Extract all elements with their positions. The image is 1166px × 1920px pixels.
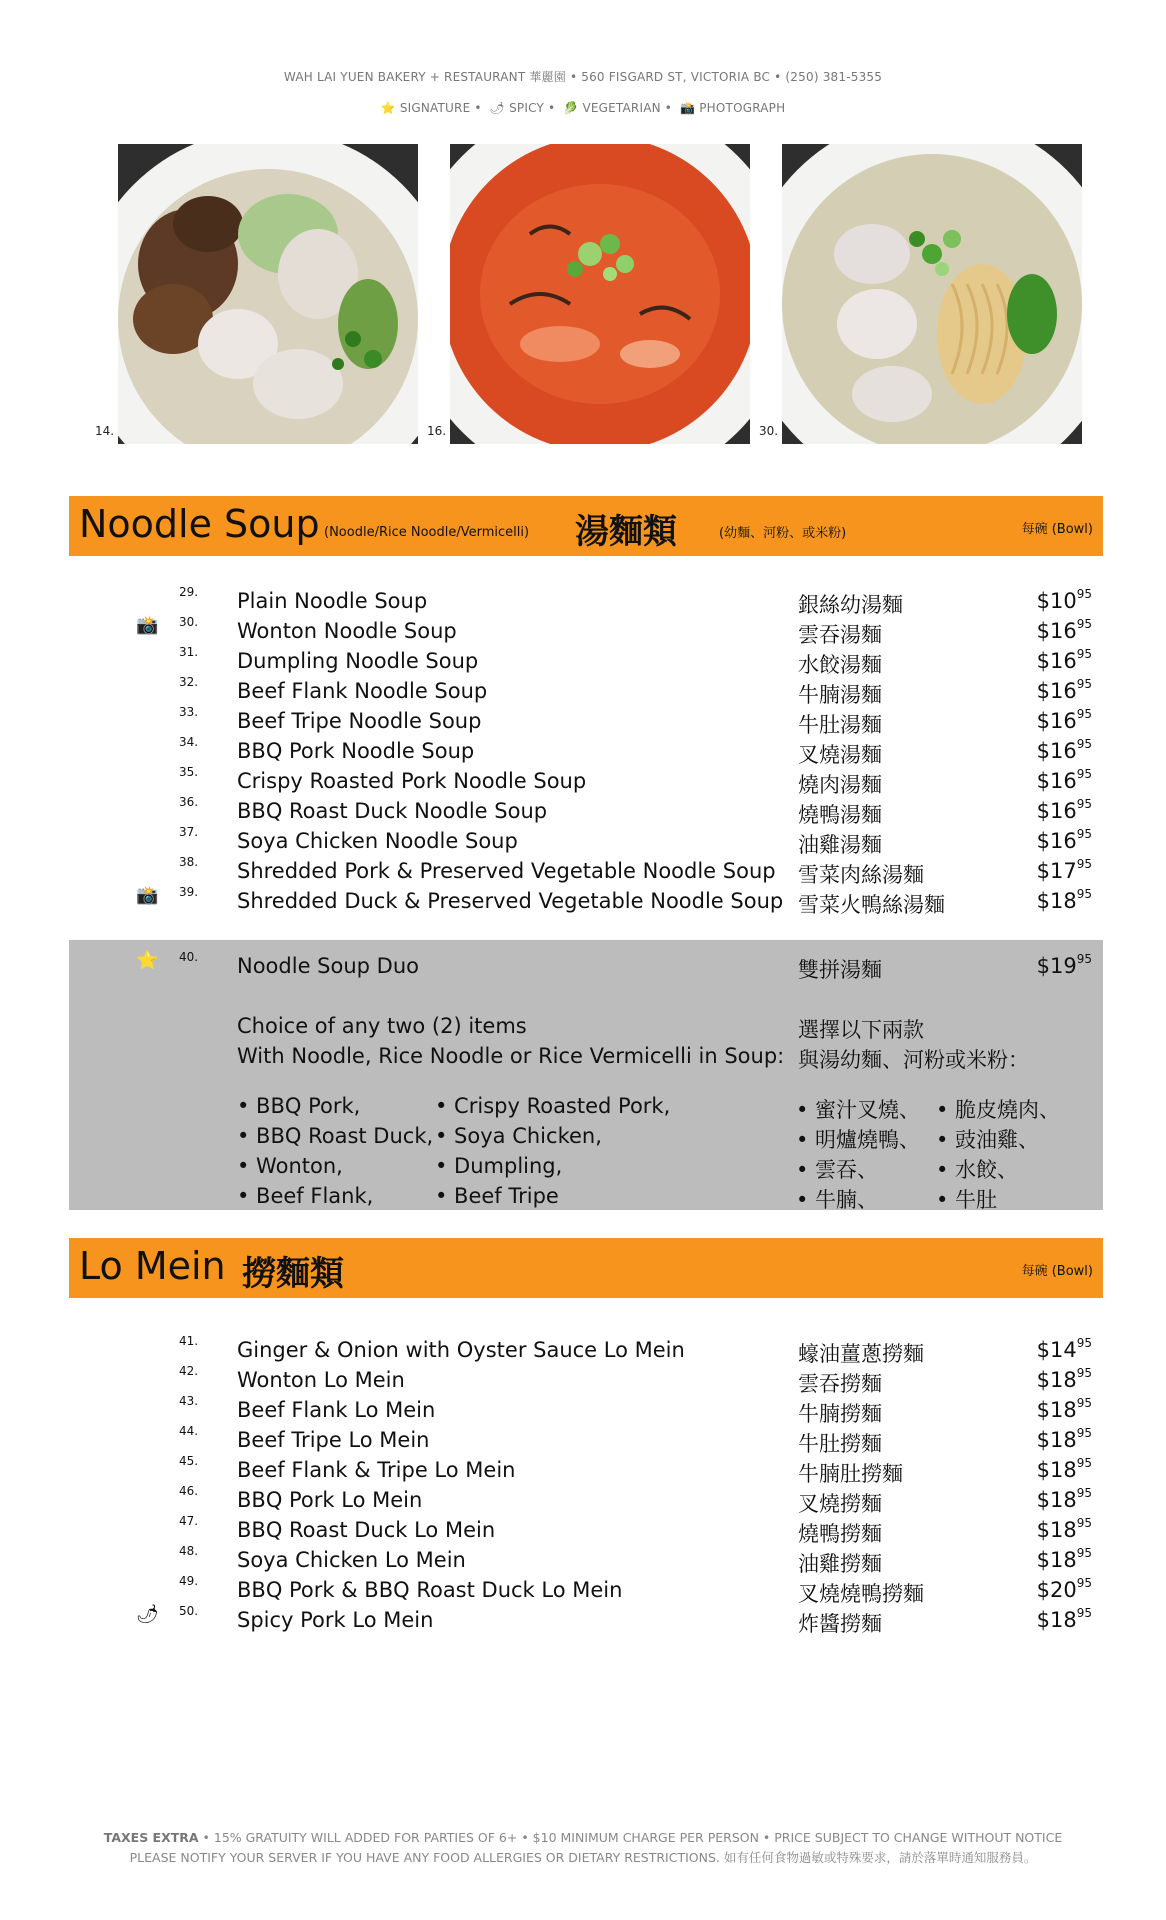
- duo-option: • 雲吞、: [796, 1158, 879, 1182]
- footer-line-1: [0, 1830, 1166, 1845]
- price-dollars: 14: [1049, 1338, 1077, 1362]
- item-name-zh: 雲吞撈麵: [798, 1372, 882, 1396]
- item-name-zh: 雙拼湯麵: [798, 958, 882, 982]
- item-price: $\$18^{95}$: [1036, 1366, 1092, 1392]
- item-name-en: Beef Flank & Tripe Lo Mein: [237, 1458, 516, 1482]
- item-price: $\$16^{95}$: [1036, 647, 1092, 673]
- price-cents: 95: [1076, 1456, 1092, 1470]
- price-cents: 95: [1076, 617, 1092, 631]
- item-price: $\$20^{95}$: [1036, 1576, 1092, 1602]
- photo-number: 16.: [427, 424, 447, 438]
- price-cents: 95: [1076, 887, 1092, 901]
- menu-item: [0, 615, 1166, 645]
- menu-item: [0, 675, 1166, 705]
- item-number: 41.: [179, 1334, 199, 1348]
- legend-label: SPICY: [509, 101, 544, 115]
- menu-item: [0, 1484, 1166, 1514]
- item-number: 31.: [179, 645, 199, 659]
- item-name-zh: 牛腩肚撈麵: [798, 1462, 903, 1486]
- item-name-en: BBQ Pork Lo Mein: [237, 1488, 423, 1512]
- duo-option: • 牛肚: [936, 1188, 998, 1212]
- item-name-zh: 牛腩撈麵: [798, 1402, 882, 1426]
- legend-spicy: [490, 101, 544, 115]
- star-icon: ⭐: [136, 950, 159, 971]
- item-price: $\$17^{95}$: [1036, 857, 1092, 883]
- menu-item: [0, 705, 1166, 735]
- section-header-lo-mein: [69, 1238, 1103, 1298]
- item-name-zh: 雪菜火鴨絲湯麵: [798, 893, 945, 917]
- duo-option: • 水餃、: [936, 1158, 1019, 1182]
- item-name-en: Soya Chicken Noodle Soup: [237, 829, 518, 853]
- footer-terms: • 15% GRATUITY WILL ADDED FOR PARTIES OF 6+ • $10 MINIMUM CHARGE PER PERSON • PRICE SUBJECT TO CHANGE WITHOUT NOTICE: [198, 1830, 1063, 1845]
- duo-choice-zh-1: 選擇以下兩款: [798, 1018, 924, 1042]
- item-price: $\$18^{95}$: [1036, 887, 1092, 913]
- item-name-zh: 牛腩湯麵: [798, 683, 882, 707]
- photo-strip: [0, 144, 1166, 446]
- price-cents: 95: [1076, 737, 1092, 751]
- duo-option: • BBQ Pork,: [237, 1094, 361, 1118]
- item-name-zh: 炸醬撈麵: [798, 1612, 882, 1636]
- price-dollars: 18: [1049, 1548, 1077, 1572]
- item-number: 37.: [179, 825, 199, 839]
- item-price: $\$16^{95}$: [1036, 737, 1092, 763]
- photo-number: 30.: [759, 424, 779, 438]
- item-price: $\$18^{95}$: [1036, 1606, 1092, 1632]
- menu-item: [0, 735, 1166, 765]
- item-price: $\$16^{95}$: [1036, 677, 1092, 703]
- duo-option: • Soya Chicken,: [435, 1124, 602, 1148]
- item-name-en: Plain Noodle Soup: [237, 589, 428, 613]
- price-dollars: 18: [1049, 1458, 1077, 1482]
- photo-hot-sour-soup: [450, 144, 750, 444]
- menu-item-duo: [0, 950, 1166, 980]
- item-name-zh: 燒鴨湯麵: [798, 803, 882, 827]
- item-price: $\$16^{95}$: [1036, 827, 1092, 853]
- item-price: $\$19^{95}$: [1036, 952, 1092, 978]
- section-title-zh: 撈麵類: [242, 1254, 344, 1294]
- item-price: $\$14^{95}$: [1036, 1336, 1092, 1362]
- section-subtitle-en: (Noodle/Rice Noodle/Vermicelli): [324, 525, 530, 540]
- item-name-en: Spicy Pork Lo Mein: [237, 1608, 434, 1632]
- item-number: 39.: [179, 885, 199, 899]
- legend-label: VEGETARIAN: [582, 101, 661, 115]
- price-cents: 95: [1076, 1486, 1092, 1500]
- price-dollars: 20: [1049, 1578, 1077, 1602]
- icon-legend: ⭐ SIGNATURE • 🌶 SPICY • 🥬 VEGETARIAN • 📸 PHOTOGRAPH: [380, 101, 786, 115]
- menu-item: [0, 1364, 1166, 1394]
- menu-item: [0, 1454, 1166, 1484]
- menu-item: [0, 1334, 1166, 1364]
- price-cents: 95: [1076, 707, 1092, 721]
- item-name-zh: 雪菜肉絲湯麵: [798, 863, 924, 887]
- price-dollars: 16: [1049, 769, 1077, 793]
- item-name-zh: 叉燒撈麵: [798, 1492, 882, 1516]
- item-number: 38.: [179, 855, 199, 869]
- item-name-en: Beef Tripe Noodle Soup: [237, 709, 482, 733]
- per-bowl-label: 每碗 (Bowl): [1021, 1264, 1093, 1279]
- item-number: 50.: [179, 1604, 199, 1618]
- star-icon: ⭐: [380, 101, 396, 115]
- item-name-zh: 雲吞湯麵: [798, 623, 882, 647]
- camera-icon: 📸: [136, 885, 159, 906]
- duo-option: • 明爐燒鴨、: [796, 1128, 921, 1152]
- item-number: 30.: [179, 615, 199, 629]
- menu-item: [0, 1574, 1166, 1604]
- section-subtitle-zh: (幼麵、河粉、或米粉): [719, 526, 847, 541]
- duo-option: • Dumpling,: [435, 1154, 563, 1178]
- item-price: $\$10^{95}$: [1036, 587, 1092, 613]
- item-price: $\$18^{95}$: [1036, 1516, 1092, 1542]
- duo-option: • 蜜汁叉燒、: [796, 1098, 921, 1122]
- item-price: $\$16^{95}$: [1036, 767, 1092, 793]
- price-cents: 95: [1076, 1336, 1092, 1350]
- item-number: 44.: [179, 1424, 199, 1438]
- menu-item: [0, 765, 1166, 795]
- section-title-zh: 湯麵類: [575, 512, 677, 552]
- restaurant-info: WAH LAI YUEN BAKERY + RESTAURANT 華麗園 • 560 FISGARD ST, VICTORIA BC • (250) 381-5355: [283, 70, 883, 84]
- price-cents: 95: [1076, 797, 1092, 811]
- price-cents: 95: [1076, 1606, 1092, 1620]
- price-dollars: 16: [1049, 739, 1077, 763]
- menu-item: [0, 855, 1166, 885]
- item-name-zh: 牛肚撈麵: [798, 1432, 882, 1456]
- item-name-en: BBQ Pork & BBQ Roast Duck Lo Mein: [237, 1578, 623, 1602]
- legend-vegetarian: [563, 101, 661, 115]
- item-name-en: Ginger & Onion with Oyster Sauce Lo Mein: [237, 1338, 685, 1362]
- item-name-zh: 蠔油薑蔥撈麵: [798, 1342, 924, 1366]
- per-bowl-label: 每碗 (Bowl): [1021, 522, 1093, 537]
- item-name-en: BBQ Roast Duck Noodle Soup: [237, 799, 548, 823]
- price-cents: 95: [1076, 1546, 1092, 1560]
- price-dollars: 10: [1049, 589, 1077, 613]
- item-name-zh: 叉燒湯麵: [798, 743, 882, 767]
- item-number: 42.: [179, 1364, 199, 1378]
- price-dollars: 16: [1049, 649, 1077, 673]
- price-dollars: 18: [1049, 889, 1077, 913]
- item-number: 46.: [179, 1484, 199, 1498]
- price-cents: 95: [1076, 1366, 1092, 1380]
- price-cents: 95: [1076, 952, 1092, 966]
- price-cents: 95: [1076, 827, 1092, 841]
- legend-label: PHOTOGRAPH: [699, 101, 786, 115]
- item-name-en: Shredded Pork & Preserved Vegetable Noodle Soup: [237, 859, 776, 883]
- price-dollars: 18: [1049, 1518, 1077, 1542]
- menu-item: [0, 1604, 1166, 1634]
- duo-choice-en-1: Choice of any two (2) items: [237, 1014, 527, 1038]
- price-cents: 95: [1076, 1516, 1092, 1530]
- item-name-en: Wonton Noodle Soup: [237, 619, 457, 643]
- item-number: 34.: [179, 735, 199, 749]
- price-dollars: 16: [1049, 799, 1077, 823]
- price-cents: 95: [1076, 647, 1092, 661]
- price-cents: 95: [1076, 1426, 1092, 1440]
- section-title-en: Noodle Soup: [79, 502, 320, 546]
- menu-item: [0, 1424, 1166, 1454]
- price-cents: 95: [1076, 767, 1092, 781]
- section-title-en: Lo Mein: [79, 1244, 226, 1288]
- item-name-zh: 燒肉湯麵: [798, 773, 882, 797]
- camera-icon: 📸: [680, 101, 696, 115]
- legend-signature: [381, 101, 471, 115]
- item-price: $\$18^{95}$: [1036, 1396, 1092, 1422]
- legend-label: SIGNATURE: [399, 101, 471, 115]
- item-name-en: Soya Chicken Lo Mein: [237, 1548, 466, 1572]
- price-cents: 95: [1076, 1396, 1092, 1410]
- price-cents: 95: [1076, 1576, 1092, 1590]
- duo-option: • 豉油雞、: [936, 1128, 1040, 1152]
- item-name-zh: 燒鴨撈麵: [798, 1522, 882, 1546]
- menu-item: [0, 1544, 1166, 1574]
- chili-icon: 🌶: [136, 1604, 159, 1625]
- price-dollars: 18: [1049, 1428, 1077, 1452]
- item-name-zh: 叉燒燒鴨撈麵: [798, 1582, 924, 1606]
- item-name-en: Noodle Soup Duo: [237, 954, 419, 978]
- item-price: $\$16^{95}$: [1036, 617, 1092, 643]
- duo-option: • Beef Flank,: [237, 1184, 374, 1208]
- item-number: 36.: [179, 795, 199, 809]
- photo-wonton-noodle-soup: [782, 144, 1082, 444]
- price-dollars: 17: [1049, 859, 1077, 883]
- menu-item: [0, 795, 1166, 825]
- item-name-en: Wonton Lo Mein: [237, 1368, 405, 1392]
- item-name-en: Beef Flank Noodle Soup: [237, 679, 488, 703]
- price-dollars: 18: [1049, 1398, 1077, 1422]
- item-name-en: BBQ Roast Duck Lo Mein: [237, 1518, 496, 1542]
- menu-item: [0, 585, 1166, 615]
- chili-icon: 🌶: [489, 101, 506, 115]
- legend-photograph: [680, 101, 785, 115]
- price-dollars: 16: [1049, 679, 1077, 703]
- price-dollars: 18: [1049, 1608, 1077, 1632]
- menu-item: [0, 825, 1166, 855]
- price-dollars: 19: [1049, 954, 1077, 978]
- menu-item: [0, 1394, 1166, 1424]
- item-name-zh: 油雞撈麵: [798, 1552, 882, 1576]
- item-price: $\$18^{95}$: [1036, 1456, 1092, 1482]
- photo-number: 14.: [95, 424, 115, 438]
- section-header-noodle-soup: [69, 496, 1103, 556]
- menu-item: [0, 885, 1166, 915]
- price-dollars: 16: [1049, 619, 1077, 643]
- item-number: 35.: [179, 765, 199, 779]
- item-price: $\$18^{95}$: [1036, 1486, 1092, 1512]
- item-name-en: Shredded Duck & Preserved Vegetable Noodle Soup: [237, 889, 784, 913]
- price-dollars: 16: [1049, 709, 1077, 733]
- leaf-icon: 🥬: [563, 101, 579, 115]
- menu-item: [0, 1514, 1166, 1544]
- duo-option: • 牛腩、: [796, 1188, 879, 1212]
- taxes-extra: TAXES EXTRA: [103, 1830, 199, 1845]
- item-name-en: BBQ Pork Noodle Soup: [237, 739, 475, 763]
- item-number: 29.: [179, 585, 199, 599]
- item-number: 33.: [179, 705, 199, 719]
- footer-line-2: PLEASE NOTIFY YOUR SERVER IF YOU HAVE ANY FOOD ALLERGIES OR DIETARY RESTRICTIONS. 如有任何食物過敏或特殊要求，請於落單時通知服務員。: [129, 1850, 1037, 1865]
- item-name-en: Crispy Roasted Pork Noodle Soup: [237, 769, 587, 793]
- duo-option: • Wonton,: [237, 1154, 343, 1178]
- price-dollars: 16: [1049, 829, 1077, 853]
- duo-choice-zh-2: 與湯幼麵、河粉或米粉：: [798, 1048, 1029, 1072]
- item-price: $\$16^{95}$: [1036, 797, 1092, 823]
- item-number: 48.: [179, 1544, 199, 1558]
- item-number: 43.: [179, 1394, 199, 1408]
- duo-option: • BBQ Roast Duck,: [237, 1124, 434, 1148]
- camera-icon: 📸: [136, 615, 159, 636]
- price-dollars: 18: [1049, 1488, 1077, 1512]
- item-number: 47.: [179, 1514, 199, 1528]
- item-price: $\$18^{95}$: [1036, 1426, 1092, 1452]
- menu-item: [0, 645, 1166, 675]
- photo-wonton-beef-soup: [118, 144, 418, 444]
- price-dollars: 18: [1049, 1368, 1077, 1392]
- duo-option: • 脆皮燒肉、: [936, 1098, 1061, 1122]
- item-number: 40.: [179, 950, 199, 964]
- item-number: 49.: [179, 1574, 199, 1588]
- item-name-zh: 牛肚湯麵: [798, 713, 882, 737]
- item-name-en: Dumpling Noodle Soup: [237, 649, 479, 673]
- item-number: 45.: [179, 1454, 199, 1468]
- duo-option: • Beef Tripe: [435, 1184, 559, 1208]
- item-number: 32.: [179, 675, 199, 689]
- price-cents: 95: [1076, 677, 1092, 691]
- item-name-zh: 水餃湯麵: [798, 653, 882, 677]
- item-price: $\$18^{95}$: [1036, 1546, 1092, 1572]
- item-name-en: Beef Tripe Lo Mein: [237, 1428, 430, 1452]
- price-cents: 95: [1076, 587, 1092, 601]
- item-name-zh: 銀絲幼湯麵: [798, 593, 903, 617]
- item-name-en: Beef Flank Lo Mein: [237, 1398, 436, 1422]
- duo-choice-en-2: With Noodle, Rice Noodle or Rice Vermicelli in Soup:: [237, 1044, 785, 1068]
- price-cents: 95: [1076, 857, 1092, 871]
- duo-option: • Crispy Roasted Pork,: [435, 1094, 671, 1118]
- item-price: $\$16^{95}$: [1036, 707, 1092, 733]
- item-name-zh: 油雞湯麵: [798, 833, 882, 857]
